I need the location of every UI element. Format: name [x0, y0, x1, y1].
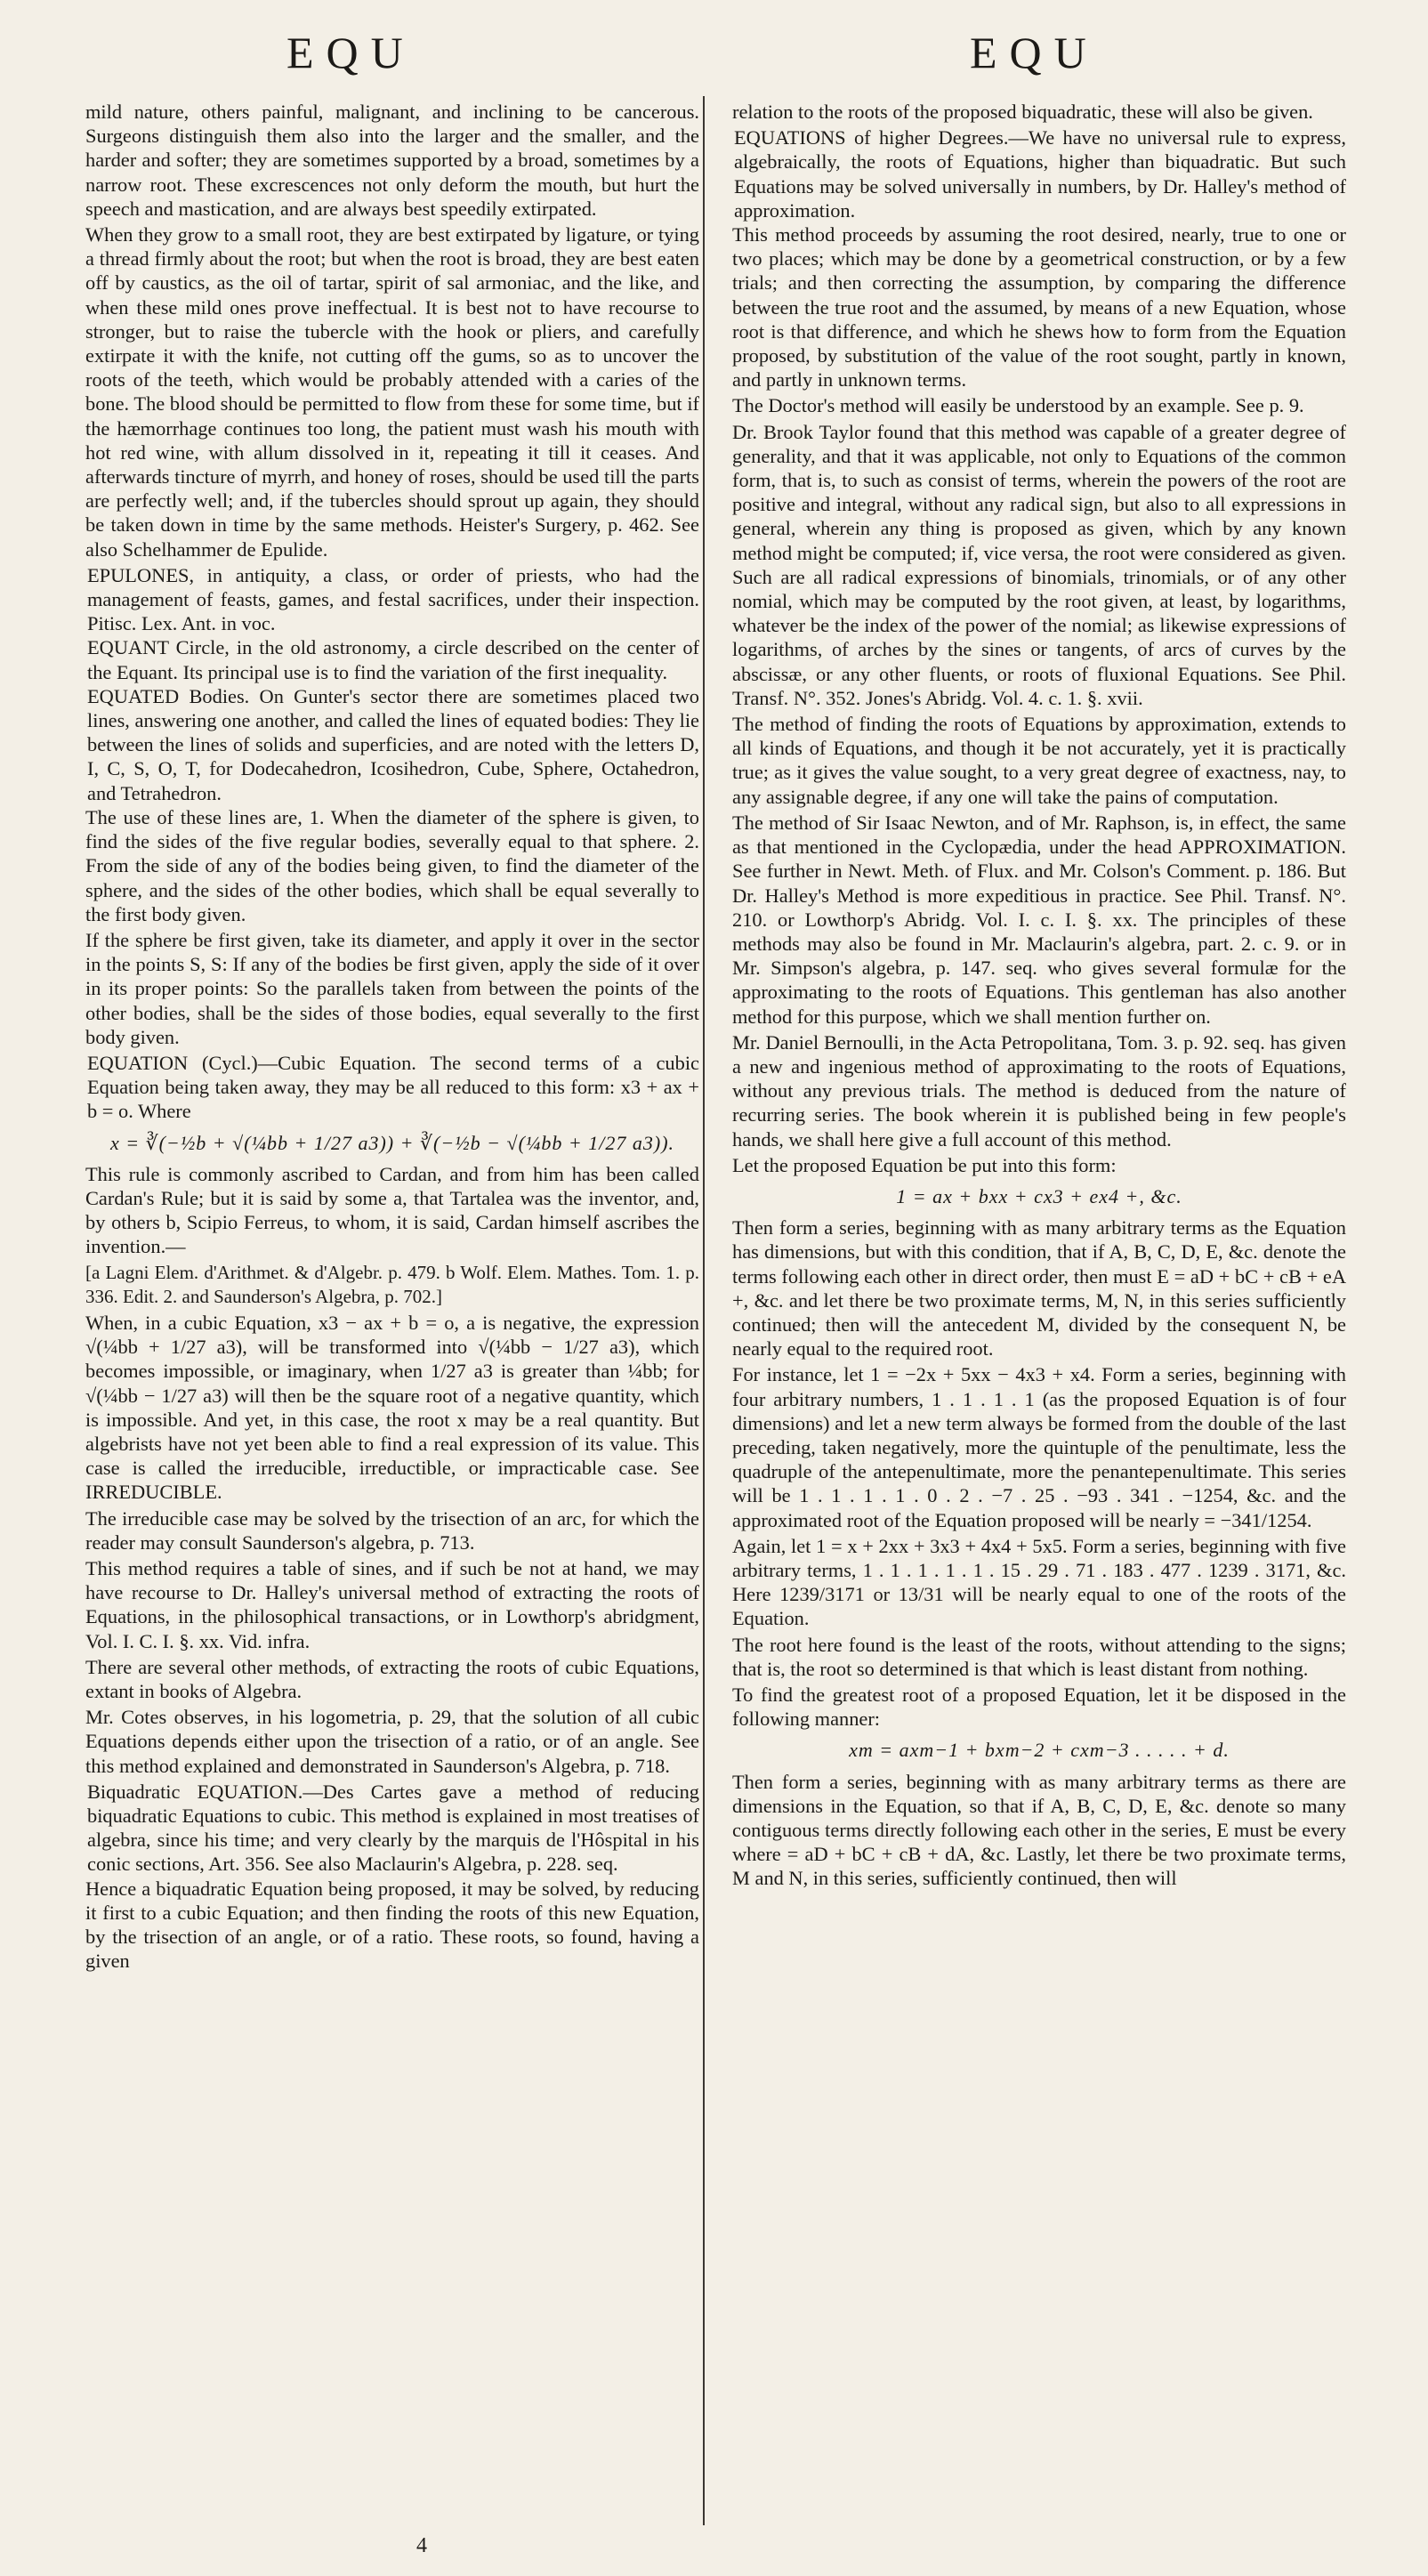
paragraph: If the sphere be first given, take its diameter, and apply it over in the sector in the points S, S: If any of the bodies be first given, apply the side of it over in its proper points: So the parallels taken from between the points of the other bodies, shall be the sides of those bodies, equal severally to the first body given. — [85, 928, 699, 1048]
right-column — [732, 100, 1346, 1893]
paragraph: This method proceeds by assuming the root desired, nearly, true to one or two places; which may be done by a geometrical construction, or by a few trials; and then correcting the assumption, by comparing the difference between the true root and the assumed, by means of a new Equation, whose root is that difference, and which he shews how to form from the Equation proposed, by substitution of the value of the root sought, partly in known, and partly in unknown terms. — [732, 223, 1346, 392]
running-head-right: EQU — [970, 28, 1099, 77]
paragraph: Then form a series, beginning with as many arbitrary terms as the Equation has dimensions, but with this condition, that if A, B, C, D, E, &c. denote the terms following each other in direct order, then must E = aD + bC + cB + eA +, &c. and let there be two proximate terms, M, N, in this series sufficiently continued; then will the antecedent M, divided by the consequent N, be nearly equal to the required root. — [732, 1216, 1346, 1361]
paragraph: Mr. Cotes observes, in his logometria, p. 29, that the solution of all cubic Equations depends either upon the trisection of a ratio, or of an angle. See this method explained and demonstrated in Saunderson's Algebra, p. 718. — [85, 1706, 699, 1777]
paragraph: relation to the roots of the proposed biquadratic, these will also be given. — [732, 101, 1313, 123]
series-equation: 1 = ax + bxx + cx3 + ex4 +, &c. — [896, 1184, 1182, 1207]
paragraph: When, in a cubic Equation, x3 − ax + b = o, a is negative, the expression √(¼bb + 1/27 a3), will be transformed into √(¼bb − 1/27 a3), which becomes impossible, or imaginary, when 1/27 a3 is greater than ¼bb; for √(¼bb − 1/27 a3) will then be the square root of a negative quantity, which is impossible. And yet, in this case, the root x may be a real quantity. But algebrists have not yet been able to find a real expression of its value. This case is called the irreducible, irreductible, or impracticable case. See IRREDUCIBLE. — [85, 1311, 699, 1504]
entry-equated-bodies: EQUATED Bodies. On Gunter's sector there are sometimes placed two lines, answering one another, and called the lines of equated bodies: They lie between the lines of solids and superficies, and are noted with the letters D, I, C, S, O, T, for Dodecahedron, Icosihedron, Cube, Sphere, Octahedron, and Tetrahedron. — [87, 684, 699, 804]
page-number: 4 — [416, 2534, 427, 2557]
paragraph: Let the proposed Equation be put into this form: — [732, 1153, 1117, 1176]
paragraph: To find the greatest root of a proposed Equation, let it be disposed in the following manner: — [732, 1684, 1346, 1731]
paragraph: This method requires a table of sines, and if such be not at hand, we may have recourse to Dr. Halley's universal method of extracting the roots of Equations, in the philosophical transactions, or in Lowthorp's abridgment, Vol. I. C. I. §. xx. Vid. infra. — [85, 1556, 699, 1652]
paragraph: Again, let 1 = x + 2xx + 3x3 + 4x4 + 5x5. Form a series, beginning with five arbitrary terms, 1 . 1 . 1 . 1 . 1 . 15 . 29 . 71 . 183 . 477 . 1239 . 3171, &c. Here 1239/3171 or 13/31 will be nearly equal to one of the roots of the Equation. — [732, 1534, 1346, 1630]
entry-equation: EQUATION (Cycl.)—Cubic Equation. The second terms of a cubic Equation being taken away, they may be all reduced to this form: x3 + ax + b = o. Where — [87, 1051, 699, 1123]
paragraph: Dr. Brook Taylor found that this method was capable of a greater degree of generality, and that it was applicable, not only to Equations of the common form, that is, to such as consist of terms, wherein the powers of the root are positive and integral, without any radical sign, but also to all expressions in general, wherein any thing is proposed as given, which by any known method might be computed; if, vice versa, the root were considered as given. Such are all radical expressions of binomials, trinomials, or of any other nomial, which may be computed by the root given, at least, by logarithms, whatever be the index of the power of the nomial; as likewise expressions of logarithms, of arches by the sines or tangents, of arcs of curves by the abscissæ, or any other fluents, or roots of fluxional Equations. See Phil. Transf. N°. 352. Jones's Abridg. Vol. 4. c. 1. §. xvii. — [732, 420, 1346, 709]
paragraph: The method of finding the roots of Equations by approximation, extends to all kinds of Equations, and though it be not accurately, yet it is practically true; as it gives the value sought, to a very great degree of exactness, nay, to any assignable degree, if any one will take the pains of computation. — [732, 713, 1346, 808]
paragraph: Mr. Daniel Bernoulli, in the Acta Petropolitana, Tom. 3. p. 92. seq. has given a new and ingenious method of approximating to the roots of Equations, without any previous trials. The method is deduced from the nature of recurring series. The book wherein it is published being in few people's hands, we shall here give a full account of this method. — [732, 1030, 1346, 1151]
left-column — [85, 100, 699, 1974]
paragraph: The root here found is the least of the roots, without attending to the signs; that is, the root so determined is that which is least distant from nothing. — [732, 1633, 1346, 1680]
paragraph: Hence a biquadratic Equation being proposed, it may be solved, by reducing it first to a cubic Equation; and then finding the roots of this new Equation, by the trisection of an angle, or of a ratio. These roots, so found, having a given — [85, 1877, 699, 1973]
entry-equant: EQUANT Circle, in the old astronomy, a circle described on the center of the Equant. Its principal use is to find the variation of the first inequality. — [87, 636, 699, 683]
paragraph: mild nature, others painful, malignant, and inclining to be cancerous. Surgeons distinguish them also into the larger and the smaller, and the harder and softer; they are sometimes supported by a broad, sometimes by a narrow root. These excrescences not only deform the mouth, but hurt the speech and mastication, and are always best speedily extirpated. — [85, 101, 699, 220]
cardan-formula: x = ∛(−½b + √(¼bb + 1/27 a3)) + ∛(−½b − √(¼bb + 1/27 a3)). — [109, 1131, 675, 1154]
paragraph: There are several other methods, of extracting the roots of cubic Equations, extant in books of Algebra. — [85, 1655, 699, 1702]
footnote: [a Lagni Elem. d'Arithmet. & d'Algebr. p. 479. b Wolf. Elem. Mathes. Tom. 1. p. 336. Edit. 2. and Saunderson's Algebra, p. 702.] — [85, 1261, 699, 1307]
paragraph: The method of Sir Isaac Newton, and of Mr. Raphson, is, in effect, the same as that mentioned in the Cyclopædia, under the head APPROXIMATION. See further in Newt. Meth. of Flux. and Mr. Colson's Comment. p. 186. But Dr. Halley's Method is more expeditious in practice. See Phil. Transf. N°. 210. or Lowthorp's Abridg. Vol. I. c. I. §. xx. The principles of these methods may also be found in Mr. Maclaurin's algebra, part. 2. c. 9. or in Mr. Simpson's algebra, p. 147. seq. who gives several formulæ for the approximating to the roots of Equations. This gentleman has also another method for this purpose, which we shall mention further on. — [732, 811, 1346, 1028]
paragraph: Then form a series, beginning with as many arbitrary terms as there are dimensions in the Equation, so that if A, B, C, D, E, &c. denote so many contiguous terms directly following each other in the series, E must be every where = aD + bC + cB + dA, &c. Lastly, let there be two proximate terms, M and N, in this series, sufficiently continued, then will — [732, 1770, 1346, 1890]
entry-higher-degrees: EQUATIONS of higher Degrees.—We have no universal rule to express, algebraically, the roots of Equations, higher than biquadratic. But such Equations may be solved universally in numbers, by Dr. Halley's method of approximation. — [734, 126, 1346, 222]
paragraph: The irreducible case may be solved by the trisection of an arc, for which the reader may consult Saunderson's algebra, p. 713. — [85, 1506, 699, 1554]
paragraph: When they grow to a small root, they are best extirpated by ligature, or tying a thread firmly about the root; but when the root is broad, they are best eaten off by caustics, as the oil of tartar, spirit of sal armoniac, and the like, and when these mild ones prove ineffectual. It is best not to have recourse to stronger, but to raise the tubercle with the hook or pliers, and carefully extirpate it with the knife, not cutting off the gums, so as to uncover the roots of the teeth, which would be probably attended with a caries of the bone. The blood should be permitted to flow from these for some time, but if the hæmorrhage continues too long, the patient must wash his mouth with hot red wine, with allum dissolved in it, repeating it till it ceases. And afterwards tincture of myrrh, and honey of roses, should be used till the parts are perfectly well; and, if the tubercles should sprout up again, they should be taken down in time by the same methods. Heister's Surgery, p. 462. See also Schelhammer de Epulide. — [85, 223, 699, 561]
column-divider — [703, 96, 705, 2525]
paragraph: The use of these lines are, 1. When the diameter of the sphere is given, to find the sides of the five regular bodies, severally equal to that sphere. 2. From the side of any of the bodies being given, to find the diameter of the sphere, and the sides of the other bodies, which shall be equal severally to the first body given. — [85, 805, 699, 925]
paragraph: The Doctor's method will easily be understood by an example. See p. 9. — [732, 394, 1304, 417]
entry-epulones: EPULONES, in antiquity, a class, or order of priests, who had the management of feasts, games, and festal sacrifices, under their inspection. Pitisc. Lex. Ant. in voc. — [87, 563, 699, 635]
greatest-root-equation: xm = axm−1 + bxm−2 + cxm−3 . . . . . + d. — [849, 1739, 1230, 1762]
paragraph: For instance, let 1 = −2x + 5xx − 4x3 + x4. Form a series, beginning with four arbitrary numbers, 1 . 1 . 1 . 1 (as the proposed Equation is of four dimensions) and let a new term always be formed from the double of the last preceding, taken negatively, more the quintuple of the penultimate, less the quadruple of the antepenultimate, more the penantepenultimate. This series will be 1 . 1 . 1 . 1 . 0 . 2 . −7 . 25 . −93 . 341 . −1254, &c. and the approximated root of the Equation proposed will be nearly = −341/1254. — [732, 1363, 1346, 1531]
paragraph: This rule is commonly ascribed to Cardan, and from him has been called Cardan's Rule; but it is said by some a, that Tartalea was the inventor, and, by others b, Scipio Ferreus, to whom, it is said, Cardan himself ascribes the invention.— — [85, 1162, 699, 1258]
entry-biquadratic: Biquadratic EQUATION.—Des Cartes gave a method of reducing biquadratic Equations to cubic. This method is explained in most treatises of algebra, since his time; and very clearly by the marquis de l'Hôspital in his conic sections, Art. 356. See also Maclaurin's Algebra, p. 228. seq. — [87, 1780, 699, 1876]
running-head-left: EQU — [286, 28, 415, 77]
